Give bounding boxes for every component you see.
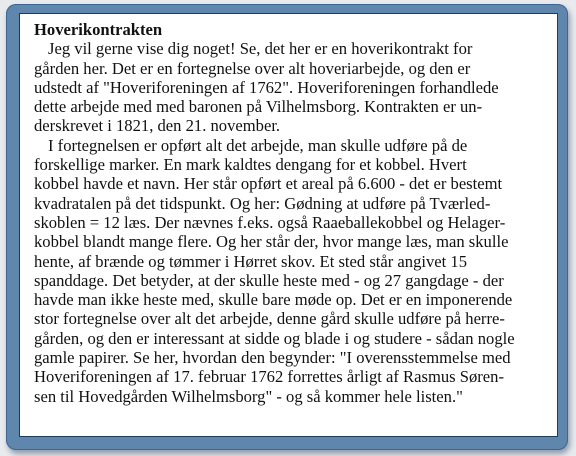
text-line: gården, og den er interessant at sidde og blade i og studere - sådan nogle: [34, 328, 515, 348]
text-line: udstedt af "Hoveriforeningen af 1762". Hoveriforeningen forhandlede: [34, 77, 499, 97]
text-line: Jeg vil gerne vise dig noget! Se, det her er en hoverikontrakt for: [48, 39, 473, 59]
text-line: gården her. Det er en fortegnelse over alt hoveriarbejde, og den er: [34, 58, 471, 78]
text-line: havde man ikke heste med, skulle bare møde op. Det er en imponerende: [34, 290, 513, 310]
text-line: Hoveriforeningen af 17. februar 1762 forrettes årligt af Rasmus Søren-: [34, 367, 504, 387]
text-line: gamle papirer. Se her, hvordan den begynder: "I overensstemmelse med: [34, 348, 511, 368]
paragraph-1: [34, 39, 542, 135]
document-frame: [6, 4, 568, 450]
document-page: [19, 13, 558, 437]
text-line: forskellige marker. En mark kaldtes dengang for et kobbel. Hvert: [34, 155, 467, 175]
text-line: stor fortegnelse over alt det arbejde, denne gård skulle udføre på herre-: [34, 309, 505, 329]
text-line: kobbel havde et navn. Her står opført et areal på 6.600 - det er bestemt: [34, 174, 503, 194]
text-line: I fortegnelsen er opført alt det arbejde, man skulle udføre på de: [48, 135, 468, 155]
text-line: hente, af brænde og tømmer i Hørret skov. Et sted står angivet 15: [34, 251, 468, 271]
text-line: spanddage. Det betyder, at der skulle heste med - og 27 gangdage - der: [34, 270, 504, 290]
document-text: [34, 20, 542, 406]
text-line: sen til Hovedgården Wilhelmsborg" - og så kommer hele listen.": [34, 386, 463, 406]
paragraph-2: [34, 136, 542, 406]
text-line: skoblen = 12 læs. Der nævnes f.eks. også Raaeballekobbel og Helager-: [34, 212, 506, 232]
text-line: derskrevet i 1821, den 21. november.: [34, 116, 281, 136]
document-title: Hoverikontrakten: [34, 20, 163, 39]
text-line: kobbel blandt mange flere. Og her står der, hvor mange læs, man skulle: [34, 232, 509, 252]
text-line: dette arbejde med med baronen på Vilhelmsborg. Kontrakten er un-: [34, 97, 483, 117]
text-line: kvadratalen på det tidspunkt. Og her: Gødning at udføre på Tværled-: [34, 193, 491, 213]
